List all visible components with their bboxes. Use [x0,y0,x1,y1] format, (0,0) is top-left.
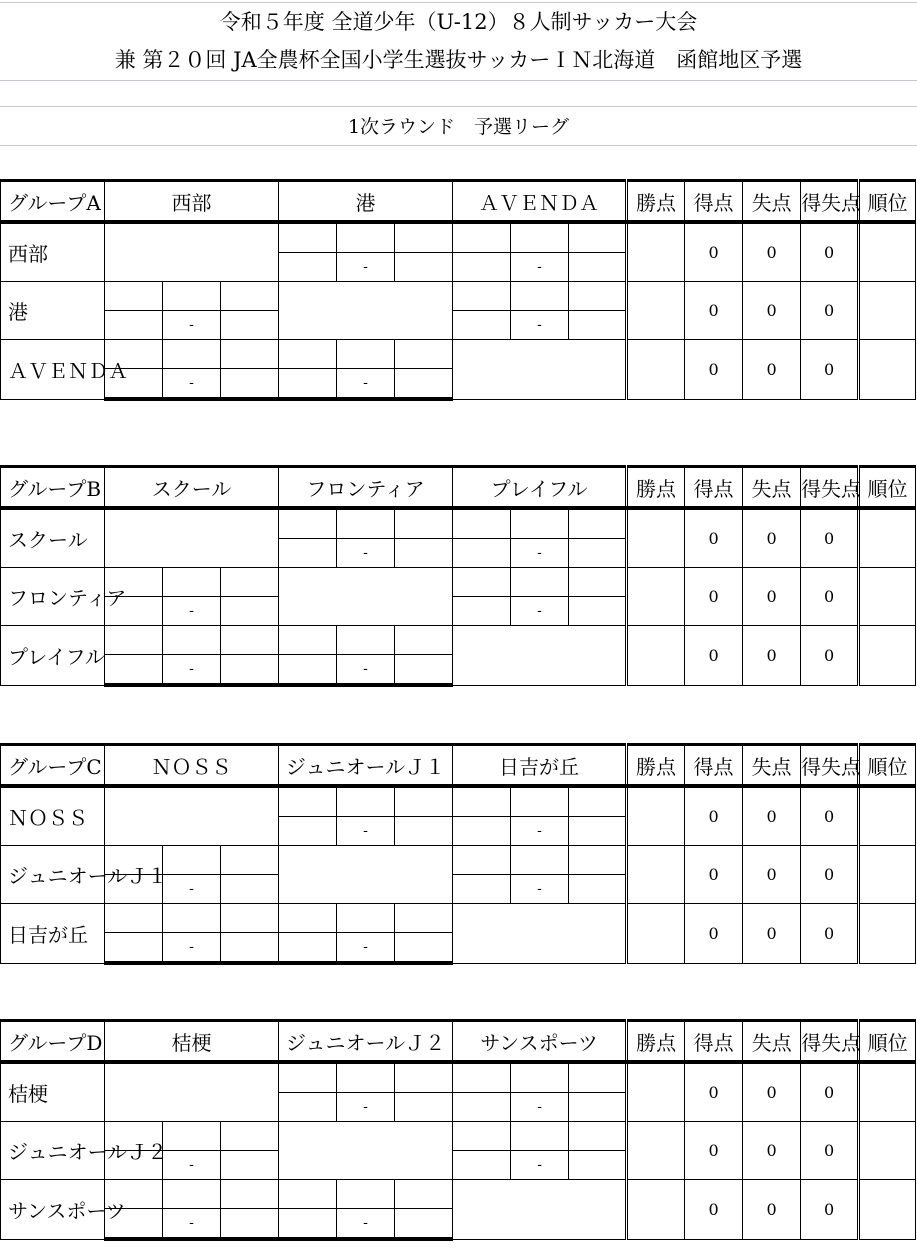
goals-for-cell: 0 [685,904,743,964]
score-cell [395,539,453,568]
score-cell [221,1151,279,1180]
team-row [1,508,916,539]
score-separator: - [163,875,221,904]
score-cell [569,568,627,597]
score-cell [569,253,627,282]
group-label: グループA [1,181,105,223]
goal-diff-cell: 0 [801,568,859,626]
goal-diff-cell: 0 [801,1062,859,1122]
goals-against-cell: 0 [743,846,801,904]
goal-diff-cell: 0 [801,904,859,964]
column-header-goal-diff: 得失点 [801,467,859,509]
points-cell [627,1122,685,1180]
score-cell [569,1093,627,1122]
score-cell [569,222,627,253]
goals-for-cell: 0 [685,1062,743,1122]
tournament-subtitle: 兼 第２０回 JA全農杯全国小学生選抜サッカーＩＮ北海道 函館地区予選 [114,48,803,72]
score-cell [569,508,627,539]
score-cell [221,568,279,597]
column-header-goals-for: 得点 [685,1021,743,1063]
team-row [1,626,916,655]
group-label: グループB [1,467,105,509]
score-separator: - [163,933,221,964]
rank-cell [859,222,916,282]
column-header-goals-against: 失点 [743,181,801,223]
score-cell [337,222,395,253]
self-match-cell [279,1122,453,1180]
goals-against-cell: 0 [743,1062,801,1122]
column-header-goal-diff: 得失点 [801,745,859,787]
team-name: プレイフル [1,626,105,686]
self-match-cell [279,568,453,626]
score-cell [395,626,453,655]
team-column-header: スクール [105,467,279,509]
team-row [1,1062,916,1093]
column-header-points: 勝点 [627,181,685,223]
score-cell [279,1180,337,1209]
score-cell [395,1093,453,1122]
goals-against-cell: 0 [743,1122,801,1180]
goal-diff-cell: 0 [801,786,859,846]
score-cell [163,904,221,933]
team-column-header: ジュニオールＪ１ [279,745,453,787]
goal-diff-cell: 0 [801,222,859,282]
self-match-cell [453,340,627,400]
self-match-cell [105,786,279,846]
goals-for-cell: 0 [685,846,743,904]
score-cell [105,626,163,655]
column-header-goals-for: 得点 [685,181,743,223]
score-cell [569,282,627,311]
score-separator: - [163,369,221,400]
score-cell [569,1062,627,1093]
score-cell [279,786,337,817]
score-cell [221,311,279,340]
score-cell [569,311,627,340]
score-separator: - [163,311,221,340]
team-row [1,1180,916,1209]
score-cell [395,655,453,686]
score-cell [569,875,627,904]
score-cell [279,222,337,253]
score-cell [279,933,337,964]
score-separator: - [511,1093,569,1122]
team-name: 桔梗 [1,1062,105,1122]
points-cell [627,1180,685,1240]
score-cell [337,904,395,933]
score-cell [163,282,221,311]
score-cell [569,1122,627,1151]
score-cell [453,311,511,340]
score-cell [453,1122,511,1151]
score-cell [511,786,569,817]
score-cell [395,1062,453,1093]
score-cell [453,1151,511,1180]
goal-diff-cell: 0 [801,340,859,400]
score-cell [221,875,279,904]
team-name: スクール [1,508,105,568]
score-cell [395,340,453,369]
score-cell [279,369,337,400]
team-row [1,786,916,817]
score-separator: - [163,597,221,626]
team-name: サンスポーツ [1,1180,105,1240]
team-row [1,340,916,369]
group-table [0,1019,916,1241]
score-cell [279,539,337,568]
score-cell [453,282,511,311]
score-separator: - [337,1209,395,1240]
score-separator: - [511,817,569,846]
goals-against-cell: 0 [743,568,801,626]
column-header-rank: 順位 [859,467,916,509]
team-name: フロンティア [1,568,105,626]
column-header-goals-for: 得点 [685,467,743,509]
score-cell [395,222,453,253]
score-cell [337,340,395,369]
score-separator: - [337,655,395,686]
rank-cell [859,1122,916,1180]
score-cell [163,568,221,597]
divider [0,145,917,146]
score-cell [279,253,337,282]
team-name: 西部 [1,222,105,282]
score-cell [511,846,569,875]
score-cell [221,655,279,686]
goal-diff-cell: 0 [801,1180,859,1240]
score-cell [453,846,511,875]
rank-cell [859,282,916,340]
score-cell [395,786,453,817]
column-header-goals-against: 失点 [743,1021,801,1063]
score-cell [337,1180,395,1209]
score-cell [569,786,627,817]
score-cell [511,1122,569,1151]
score-cell [279,1209,337,1240]
score-cell [105,282,163,311]
score-cell [221,597,279,626]
team-column-header: 西部 [105,181,279,223]
goal-diff-cell: 0 [801,282,859,340]
score-separator: - [511,875,569,904]
goals-for-cell: 0 [685,508,743,568]
self-match-cell [453,904,627,964]
score-cell [279,626,337,655]
column-header-rank: 順位 [859,181,916,223]
score-cell [453,568,511,597]
self-match-cell [105,1062,279,1122]
column-header-rank: 順位 [859,1021,916,1063]
tournament-title: 令和５年度 全道少年（U-12）８人制サッカー大会 [219,10,698,34]
score-cell [221,282,279,311]
score-separator: - [163,1151,221,1180]
score-cell [105,311,163,340]
goals-for-cell: 0 [685,340,743,400]
team-row [1,1122,916,1151]
rank-cell [859,340,916,400]
goals-against-cell: 0 [743,904,801,964]
divider [0,80,917,81]
team-row [1,222,916,253]
team-column-header: 港 [279,181,453,223]
team-column-header: ＡＶＥＮＤＡ [453,181,627,223]
score-cell [453,597,511,626]
score-cell [221,846,279,875]
team-name: ジュニオールＪ１ [1,846,105,904]
score-cell [279,508,337,539]
team-row [1,568,916,597]
score-separator: - [163,1209,221,1240]
self-match-cell [453,626,627,686]
goals-for-cell: 0 [685,1122,743,1180]
team-column-header: 桔梗 [105,1021,279,1063]
points-cell [627,340,685,400]
goals-for-cell: 0 [685,786,743,846]
score-cell [395,1180,453,1209]
team-row [1,282,916,311]
column-header-points: 勝点 [627,1021,685,1063]
score-separator: - [511,253,569,282]
score-cell [337,626,395,655]
team-column-header: サンスポーツ [453,1021,627,1063]
goals-against-cell: 0 [743,1180,801,1240]
goals-against-cell: 0 [743,340,801,400]
divider [0,2,917,3]
goals-for-cell: 0 [685,626,743,686]
goals-against-cell: 0 [743,508,801,568]
rank-cell [859,846,916,904]
score-cell [569,817,627,846]
score-cell [511,568,569,597]
score-cell [163,846,221,875]
divider [0,106,917,107]
column-header-goal-diff: 得失点 [801,181,859,223]
score-cell [105,655,163,686]
score-cell [221,933,279,964]
team-name: ＮＯＳＳ [1,786,105,846]
team-column-header: フロンティア [279,467,453,509]
score-cell [569,1151,627,1180]
score-cell [279,1062,337,1093]
group-table [0,743,916,965]
score-separator: - [337,933,395,964]
self-match-cell [453,1180,627,1240]
score-cell [163,1180,221,1209]
score-separator: - [511,539,569,568]
team-row [1,846,916,875]
points-cell [627,508,685,568]
score-cell [221,904,279,933]
goal-diff-cell: 0 [801,1122,859,1180]
column-header-goals-against: 失点 [743,467,801,509]
group-label: グループC [1,745,105,787]
points-cell [627,626,685,686]
team-name: ＡＶＥＮＤＡ [1,340,105,400]
score-cell [337,508,395,539]
rank-cell [859,1062,916,1122]
score-cell [337,786,395,817]
score-cell [453,253,511,282]
score-cell [511,282,569,311]
goal-diff-cell: 0 [801,846,859,904]
column-header-goals-against: 失点 [743,745,801,787]
score-cell [105,904,163,933]
goals-against-cell: 0 [743,282,801,340]
score-separator: - [337,817,395,846]
round-title: 1次ラウンド 予選リーグ [347,116,570,138]
score-cell [395,508,453,539]
rank-cell [859,508,916,568]
team-column-header: 日吉が丘 [453,745,627,787]
rank-cell [859,904,916,964]
score-separator: - [337,369,395,400]
goals-for-cell: 0 [685,282,743,340]
score-cell [279,1093,337,1122]
score-cell [569,539,627,568]
team-name: 港 [1,282,105,340]
group-label: グループD [1,1021,105,1063]
score-separator: - [511,597,569,626]
score-cell [569,846,627,875]
score-cell [395,1209,453,1240]
score-cell [221,340,279,369]
score-cell [221,626,279,655]
score-cell [221,1122,279,1151]
team-column-header: ジュニオールＪ２ [279,1021,453,1063]
score-cell [453,508,511,539]
points-cell [627,282,685,340]
score-cell [163,340,221,369]
team-column-header: ＮＯＳＳ [105,745,279,787]
points-cell [627,222,685,282]
group-table [0,465,916,687]
column-header-goals-for: 得点 [685,745,743,787]
column-header-rank: 順位 [859,745,916,787]
points-cell [627,1062,685,1122]
score-cell [453,1093,511,1122]
score-cell [511,1062,569,1093]
goals-against-cell: 0 [743,786,801,846]
team-column-header: プレイフル [453,467,627,509]
score-cell [279,904,337,933]
self-match-cell [279,846,453,904]
score-separator: - [337,253,395,282]
team-row [1,904,916,933]
score-cell [221,1180,279,1209]
score-cell [569,597,627,626]
goal-diff-cell: 0 [801,508,859,568]
score-cell [511,222,569,253]
score-cell [163,626,221,655]
points-cell [627,786,685,846]
column-header-points: 勝点 [627,745,685,787]
score-cell [453,875,511,904]
score-cell [221,1209,279,1240]
score-cell [105,933,163,964]
points-cell [627,904,685,964]
score-cell [453,817,511,846]
goals-for-cell: 0 [685,1180,743,1240]
score-cell [395,369,453,400]
score-cell [221,369,279,400]
self-match-cell [105,222,279,282]
goals-for-cell: 0 [685,222,743,282]
column-header-goal-diff: 得失点 [801,1021,859,1063]
score-cell [453,1062,511,1093]
self-match-cell [279,282,453,340]
rank-cell [859,1180,916,1240]
team-name: ジュニオールＪ２ [1,1122,105,1180]
score-cell [453,222,511,253]
column-header-points: 勝点 [627,467,685,509]
score-cell [279,340,337,369]
rank-cell [859,626,916,686]
goals-against-cell: 0 [743,626,801,686]
score-separator: - [163,655,221,686]
self-match-cell [105,508,279,568]
score-cell [511,508,569,539]
score-cell [395,817,453,846]
score-cell [337,1062,395,1093]
score-cell [395,253,453,282]
points-cell [627,846,685,904]
score-cell [453,539,511,568]
rank-cell [859,786,916,846]
team-name: 日吉が丘 [1,904,105,964]
group-table [0,179,916,401]
score-separator: - [337,539,395,568]
score-cell [163,1122,221,1151]
score-separator: - [511,1151,569,1180]
goals-against-cell: 0 [743,222,801,282]
score-cell [453,786,511,817]
goal-diff-cell: 0 [801,626,859,686]
goals-for-cell: 0 [685,568,743,626]
points-cell [627,568,685,626]
rank-cell [859,568,916,626]
score-cell [279,817,337,846]
score-cell [279,655,337,686]
score-cell [395,933,453,964]
score-separator: - [511,311,569,340]
score-separator: - [337,1093,395,1122]
score-cell [395,904,453,933]
